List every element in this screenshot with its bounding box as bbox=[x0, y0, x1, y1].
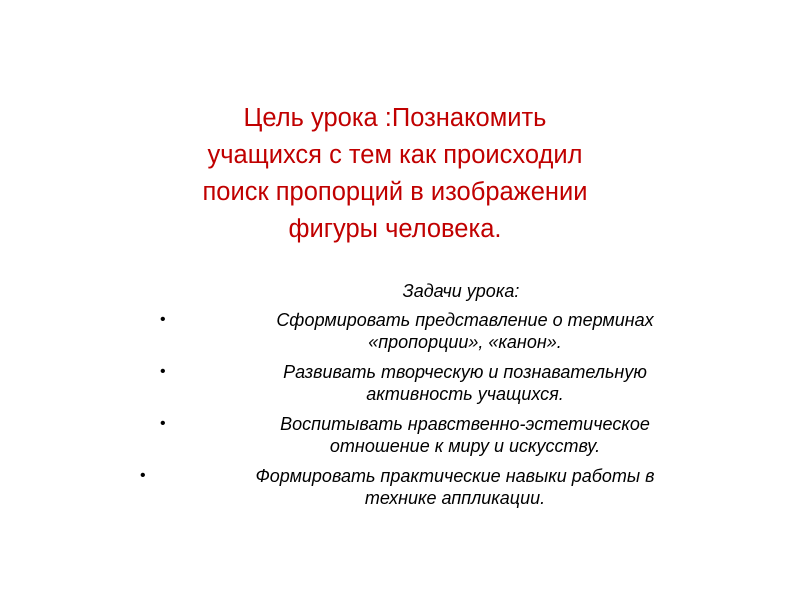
task-text bbox=[130, 465, 760, 509]
list-item bbox=[130, 309, 760, 353]
task-line: Формировать практические навыки работы в bbox=[255, 466, 655, 486]
task-line: Воспитывать нравственно-эстетическое bbox=[280, 414, 650, 434]
slide-title bbox=[95, 100, 695, 248]
task-list bbox=[130, 309, 760, 509]
title-line: поиск пропорций в изображении bbox=[202, 178, 588, 206]
task-line: Сформировать представление о терминах bbox=[276, 310, 654, 330]
tasks-block bbox=[130, 280, 760, 517]
title-line: фигуры человека. bbox=[288, 215, 502, 243]
title-line: учащихся с тем как происходил bbox=[207, 141, 583, 169]
task-line: отношение к миру и искусству. bbox=[329, 436, 601, 456]
task-text bbox=[130, 361, 760, 405]
bullet-icon: • bbox=[160, 311, 166, 328]
task-line: технике аппликации. bbox=[364, 488, 546, 508]
list-item bbox=[130, 465, 760, 509]
bullet-icon: • bbox=[140, 467, 146, 484]
list-item bbox=[130, 413, 760, 457]
task-text bbox=[130, 413, 760, 457]
task-line: Развивать творческую и познавательную bbox=[283, 362, 647, 382]
bullet-icon: • bbox=[160, 415, 166, 432]
task-text bbox=[130, 309, 760, 353]
list-item bbox=[130, 361, 760, 405]
bullet-icon: • bbox=[160, 363, 166, 380]
title-line: Цель урока :Познакомить bbox=[243, 104, 547, 132]
task-line: активность учащихся. bbox=[366, 384, 564, 404]
tasks-heading: Задачи урока: bbox=[402, 281, 520, 301]
task-line: «пропорции», «канон». bbox=[368, 332, 562, 352]
